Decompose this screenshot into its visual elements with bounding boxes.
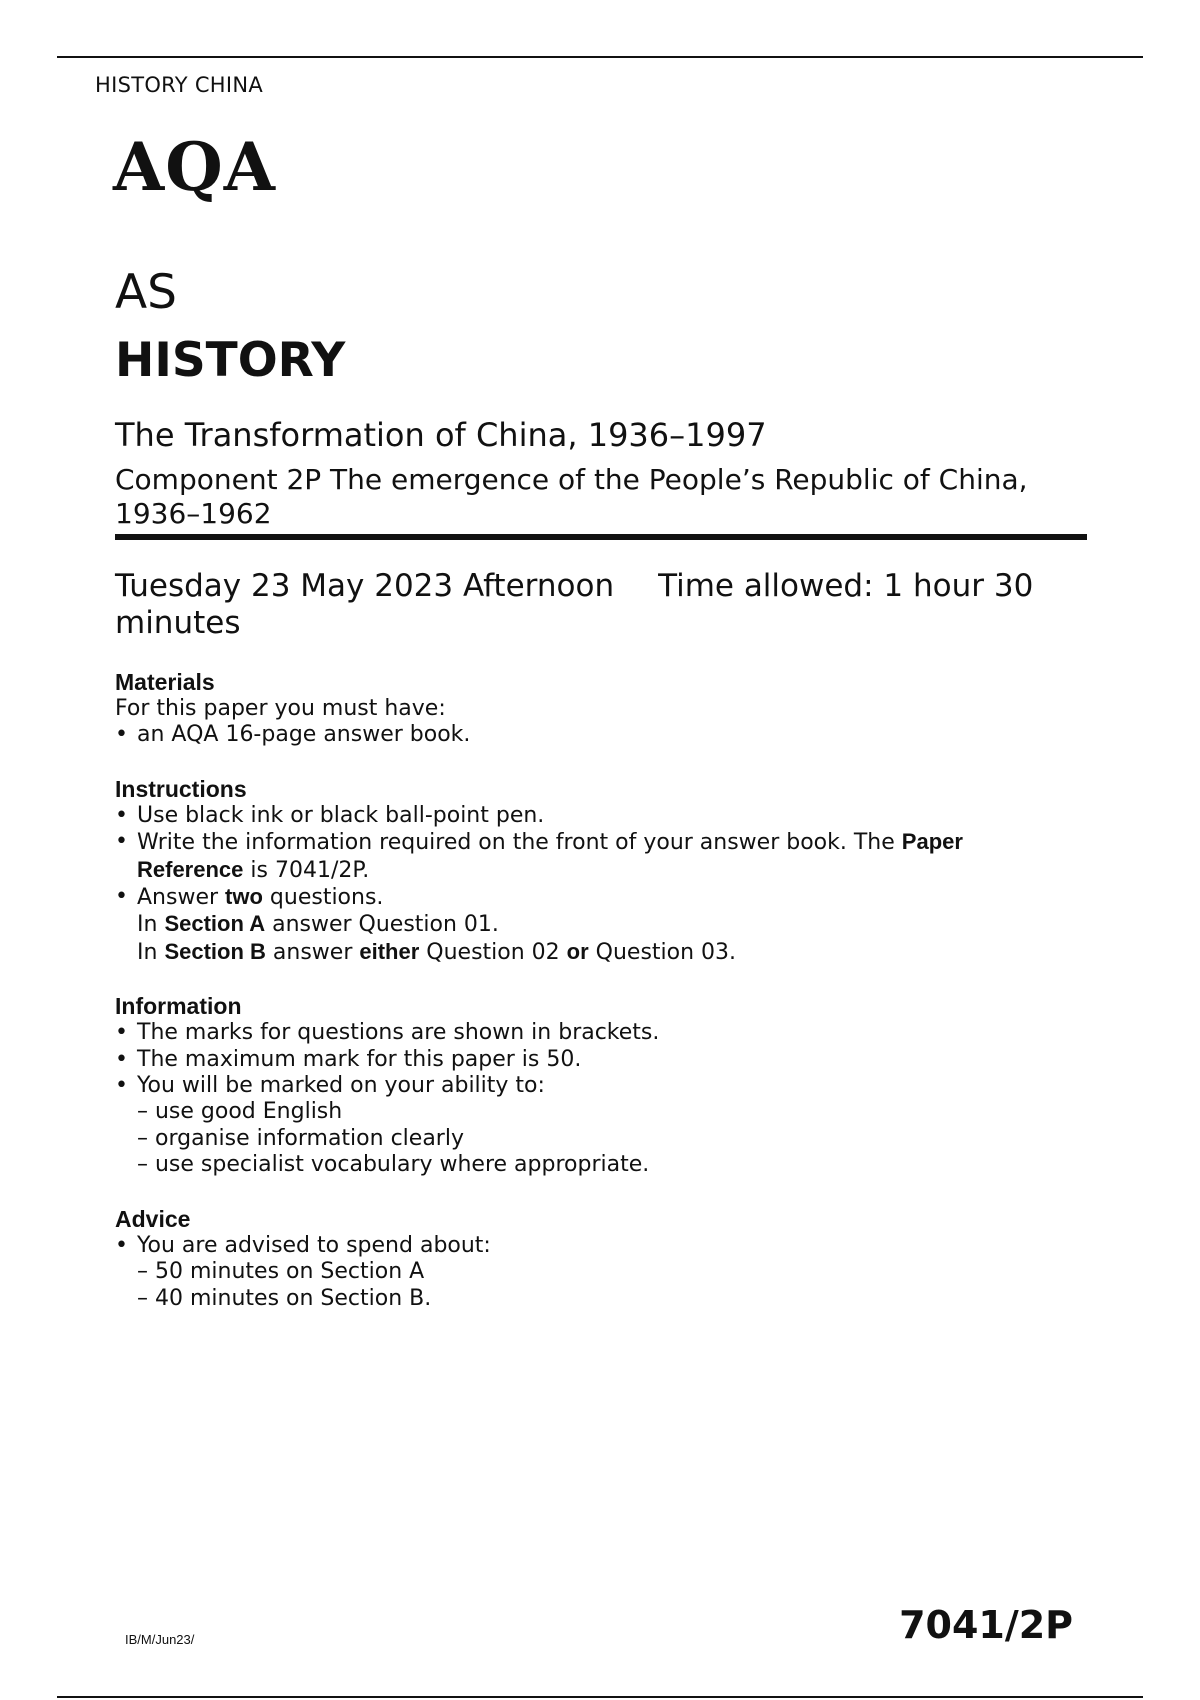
component-title: Component 2P The emergence of the People’s Republic of China, 1936–1962 xyxy=(115,463,1028,530)
bottom-rule xyxy=(57,1696,1143,1698)
paper-title: The Transformation of China, 1936–1997 xyxy=(115,416,767,454)
instructions-heading: Instructions xyxy=(115,775,247,802)
qualification-level: AS xyxy=(115,265,177,320)
section-a-instruction: In Section A answer Question 01. xyxy=(137,911,499,938)
advice-section xyxy=(115,1205,1075,1312)
advice-subitem: – 50 minutes on Section A xyxy=(137,1259,425,1285)
instruction-item: • Answer two questions. xyxy=(115,884,1075,911)
information-heading: Information xyxy=(115,993,242,1020)
instruction-item: • Use black ink or black ball-point pen. xyxy=(115,803,1075,829)
time-allowed: Time allowed: 1 hour 30 minutes xyxy=(115,568,1034,641)
materials-item: • an AQA 16-page answer book. xyxy=(115,722,1075,748)
materials-intro: For this paper you must have: xyxy=(115,696,446,721)
advice-heading: Advice xyxy=(115,1205,191,1232)
exam-date-time xyxy=(115,568,1075,642)
aqa-logo: AQA xyxy=(113,128,276,206)
header-label: HISTORY CHINA xyxy=(95,73,264,97)
subject-title: HISTORY xyxy=(115,333,346,388)
information-subitem: – use specialist vocabulary where appropriate. xyxy=(137,1152,650,1178)
instruction-item: • Write the information required on the front of your answer book. The Paper Reference is 7041/2P. xyxy=(115,829,1075,884)
information-subitem: – use good English xyxy=(137,1099,343,1125)
instructions-body xyxy=(115,668,1075,1338)
instructions-section xyxy=(115,775,1075,966)
footer-reference: IB/M/Jun23/ xyxy=(125,1632,195,1647)
advice-subitem: – 40 minutes on Section B. xyxy=(137,1285,432,1311)
section-b-instruction: In Section B answer either Question 02 or Question 03. xyxy=(137,938,737,965)
information-item: • The maximum mark for this paper is 50. xyxy=(115,1047,1075,1073)
exam-date: Tuesday 23 May 2023 Afternoon xyxy=(115,568,615,604)
information-subitem: – organise information clearly xyxy=(137,1125,464,1151)
information-item: • The marks for questions are shown in brackets. xyxy=(115,1020,1075,1046)
information-item: • You will be marked on your ability to: xyxy=(115,1073,1075,1099)
materials-heading: Materials xyxy=(115,669,215,695)
title-divider xyxy=(115,534,1087,540)
advice-item: • You are advised to spend about: xyxy=(115,1233,1075,1259)
information-section xyxy=(115,992,1075,1178)
materials-section xyxy=(115,668,1075,749)
top-rule xyxy=(57,56,1143,58)
paper-code: 7041/2P xyxy=(899,1603,1073,1647)
